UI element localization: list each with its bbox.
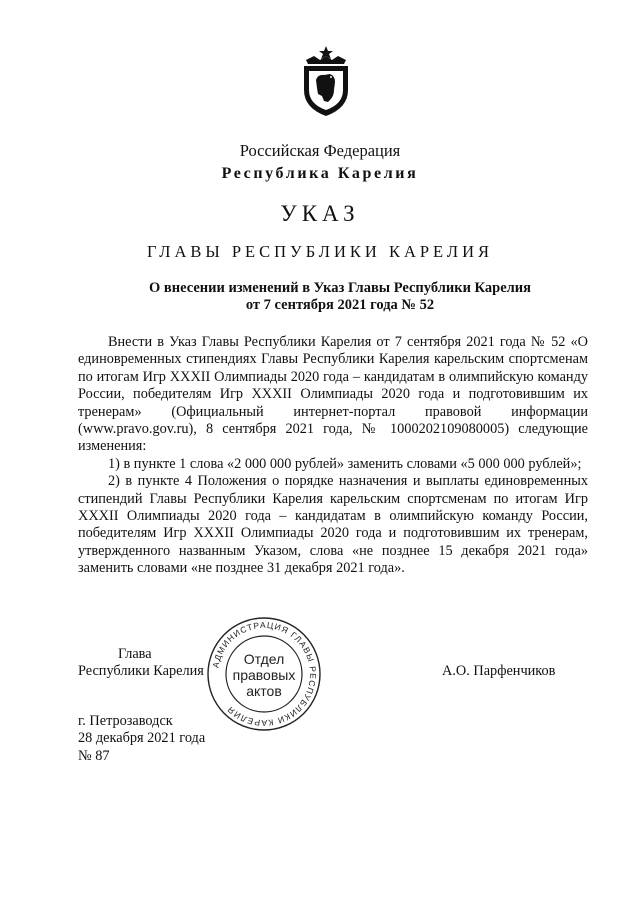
republic-name: Республика Карелия	[221, 165, 419, 182]
heading-line-1: О внесении изменений в Указ Главы Республики Карелия	[149, 280, 531, 296]
signatory-name: А.О. Парфенчиков	[442, 663, 556, 679]
stamp-ring-text: АДМИНИСТРАЦИЯ ГЛАВЫ РЕСПУБЛИКИ КАРЕЛИЯ	[210, 619, 319, 729]
document-type-title: УКАЗ	[280, 201, 360, 226]
document-issuer-subtitle: ГЛАВЫ РЕСПУБЛИКИ КАРЕЛИЯ	[146, 242, 494, 261]
stamp-line-2: правовых	[232, 667, 296, 683]
body-paragraph-1: Внести в Указ Главы Республики Карелия от 7 сентября 2021 года № 52 «О единовременных стипендиях Главы Республики Карелия карельским спортсменам по итогам Игр XXXII Олимпиады 2020 года – кандидатам в олимпийскую команду России, победителям Игр XXXII Олимпиады 2020 года и подготовившим их тренерам» (Официальный интернет-портал правовой информации (www.pravo.gov.ru), 8 сентября 2021 года, № 1000202109080005) следующие изменения:	[78, 334, 588, 455]
signatory-republic: Республики Карелия	[78, 663, 204, 679]
decree-number: № 87	[78, 747, 110, 764]
body-paragraph-2: 1) в пункте 1 слова «2 000 000 рублей» заменить словами «5 000 000 рублей»;	[108, 455, 582, 472]
decree-footer	[78, 713, 205, 765]
issue-date: 28 декабря 2021 года	[78, 730, 206, 747]
coat-of-arms-emblem	[300, 46, 352, 118]
body-paragraph-3: 2) в пункте 4 Положения о порядке назначения и выплаты единовременных стипендий Главы Республики Карелия карельским спортсменам по итогам Игр XXXII Олимпиады 2020 года – кандидатам в олимпийскую команду России, победителям Игр XXXII Олимпиады 2020 года и подготовившим их тренерам, утвержденного названным Указом, слова «не позднее 15 декабря 2021 года» заменить словами «не позднее 31 декабря 2021 года».	[78, 473, 588, 577]
decree-heading	[80, 280, 600, 314]
stamp-line-3: актов	[246, 683, 282, 699]
heading-line-2: от 7 сентября 2021 года № 52	[245, 297, 435, 313]
official-stamp	[204, 614, 324, 734]
decree-body	[78, 334, 588, 578]
issue-city: г. Петрозаводск	[78, 713, 173, 729]
country-name: Российская Федерация	[239, 141, 401, 160]
stamp-line-1: Отдел	[243, 651, 285, 667]
signatory-title: Глава	[118, 646, 152, 662]
